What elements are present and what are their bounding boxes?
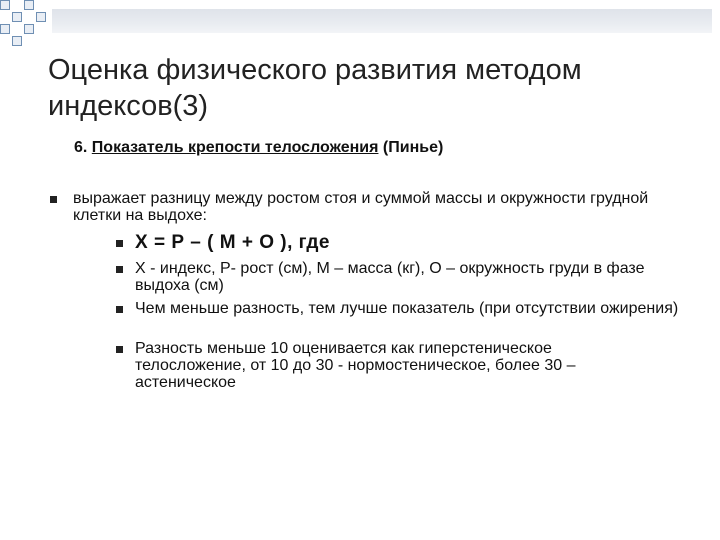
subtitle-author: (Пинье) bbox=[378, 139, 444, 156]
sub-bullet-text: Х - индекс, Р- рост (см), М – масса (кг), О – окружность груди в фазе выдоха (см) bbox=[135, 260, 645, 294]
sub-bullet-text: Разность меньше 10 оценивается как гиперстеническое телосложение, от 10 до 30 - нормостеническое, более 30 – астеническое bbox=[135, 340, 576, 391]
header-gradient-bar bbox=[52, 9, 712, 33]
main-bullet-text: выражает разницу между ростом стоя и суммой массы и окружности грудной клетки на выдохе: bbox=[73, 190, 649, 224]
sub-bullet-marker bbox=[116, 306, 123, 313]
sub-bullet-text: Чем меньше разность, тем лучше показатель (при отсутствии ожирения) bbox=[135, 300, 679, 317]
slide-subtitle bbox=[74, 139, 443, 157]
sub-bullet-marker bbox=[116, 346, 123, 353]
main-bullet-marker bbox=[50, 196, 57, 203]
slide-title: Оценка физического развития методом индексов(3) bbox=[48, 54, 582, 122]
sub-bullet-marker bbox=[116, 266, 123, 273]
formula-text: Х = Р – ( М + О ), где bbox=[135, 232, 330, 253]
sub-bullet-marker bbox=[116, 240, 123, 247]
subtitle-number: 6. bbox=[74, 139, 92, 156]
subtitle-underlined-text: Показатель крепости телосложения bbox=[91, 139, 379, 156]
corner-checker-decoration bbox=[0, 0, 60, 48]
